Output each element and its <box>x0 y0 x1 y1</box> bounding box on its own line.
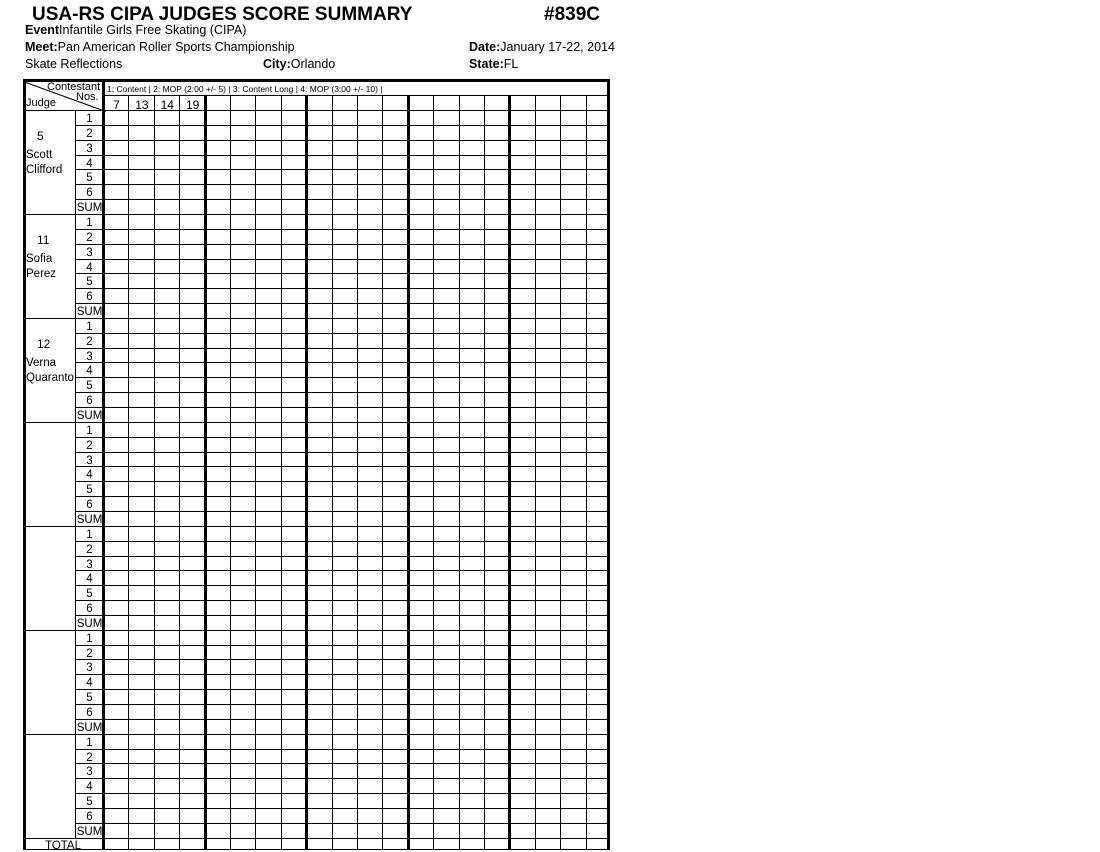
row-line <box>75 140 610 141</box>
column-line <box>154 95 155 850</box>
row-label-2: 2 <box>86 752 93 764</box>
row-line <box>75 719 610 720</box>
row-line <box>75 259 610 260</box>
club-name: Skate Reflections <box>25 57 123 71</box>
row-label-4: 4 <box>86 365 93 377</box>
score-grid <box>23 79 610 850</box>
column-line <box>357 95 358 850</box>
judge-first-name: Scott <box>26 149 53 161</box>
row-line <box>75 377 610 378</box>
row-line <box>75 333 610 334</box>
city-line <box>263 57 335 71</box>
row-label-1: 1 <box>86 529 93 541</box>
row-line <box>75 704 610 705</box>
column-line <box>179 95 180 850</box>
row-label-sum: SUM <box>76 306 103 318</box>
event-line <box>25 23 246 37</box>
row-label-2: 2 <box>86 232 93 244</box>
meet-label: Meet: <box>25 40 58 54</box>
row-label-6: 6 <box>86 291 93 303</box>
city-label: City: <box>263 57 291 71</box>
column-line <box>484 95 485 850</box>
table-border-top <box>23 79 610 82</box>
row-line <box>75 793 610 794</box>
column-line <box>586 95 587 850</box>
date-label: Date: <box>469 40 501 54</box>
judge-first-name: Sofia <box>26 253 53 265</box>
row-line <box>75 659 610 660</box>
row-line <box>75 674 610 675</box>
row-label-sum: SUM <box>76 410 103 422</box>
row-line <box>75 808 610 809</box>
row-line <box>75 229 610 230</box>
row-line <box>75 556 610 557</box>
corner-nos-label: Nos. <box>76 91 99 103</box>
meet-line <box>25 40 295 54</box>
row-label-4: 4 <box>86 262 93 274</box>
row-label-4: 4 <box>86 677 93 689</box>
row-label-5: 5 <box>86 692 93 704</box>
column-group-divider <box>305 95 308 850</box>
row-label-sum: SUM <box>76 618 103 630</box>
row-label-3: 3 <box>86 143 93 155</box>
row-label-3: 3 <box>86 455 93 467</box>
row-label-1: 1 <box>86 633 93 645</box>
column-line <box>230 95 231 850</box>
state-value: FL <box>503 57 519 71</box>
column-line <box>128 95 129 850</box>
row-label-4: 4 <box>86 573 93 585</box>
row-label-3: 3 <box>86 662 93 674</box>
row-line <box>75 184 610 185</box>
row-line <box>75 600 610 601</box>
column-line <box>332 95 333 850</box>
scoring-caption: 1: Content | 2: MOP (2:00 +/- 5) | 3: Content Long | 4: MOP (3:00 +/- 10) | <box>107 84 383 94</box>
row-label-6: 6 <box>86 707 93 719</box>
row-line <box>75 169 610 170</box>
event-label: Event <box>25 23 60 37</box>
row-line <box>75 155 610 156</box>
row-label-3: 3 <box>86 766 93 778</box>
judge-block-divider <box>23 526 610 527</box>
row-label-4: 4 <box>86 158 93 170</box>
row-label-2: 2 <box>86 128 93 140</box>
row-label-5: 5 <box>86 484 93 496</box>
row-line <box>75 273 610 274</box>
row-line <box>75 496 610 497</box>
row-label-3: 3 <box>86 559 93 571</box>
judge-first-name: Verna <box>26 357 57 369</box>
date-value: January 17-22, 2014 <box>500 40 615 54</box>
row-label-5: 5 <box>86 796 93 808</box>
column-group-divider <box>407 95 410 850</box>
judge-number: 12 <box>37 337 51 351</box>
row-label-6: 6 <box>86 499 93 511</box>
row-line <box>75 452 610 453</box>
row-line <box>75 778 610 779</box>
row-label-3: 3 <box>86 247 93 259</box>
state-line <box>469 57 518 71</box>
column-line <box>281 95 282 850</box>
contestant-number: 13 <box>135 98 149 112</box>
row-line <box>75 615 610 616</box>
row-label-1: 1 <box>86 217 93 229</box>
row-line <box>75 585 610 586</box>
row-label-2: 2 <box>86 440 93 452</box>
row-label-4: 4 <box>86 781 93 793</box>
corner-judge-label: Judge <box>26 97 56 109</box>
row-label-6: 6 <box>86 187 93 199</box>
contestant-number: 14 <box>160 98 174 112</box>
row-label-6: 6 <box>86 395 93 407</box>
row-line <box>75 437 610 438</box>
row-label-6: 6 <box>86 603 93 615</box>
row-label-5: 5 <box>86 380 93 392</box>
column-line <box>433 95 434 850</box>
row-line <box>75 392 610 393</box>
judge-block-divider <box>23 214 610 215</box>
judge-block-divider <box>23 422 610 423</box>
contestant-number: 19 <box>186 98 200 112</box>
column-line <box>535 95 536 850</box>
judge-last-name: Perez <box>26 268 57 280</box>
row-line <box>75 244 610 245</box>
column-line <box>382 95 383 850</box>
judge-number: 11 <box>37 233 50 247</box>
row-line <box>75 362 610 363</box>
judge-block-divider <box>23 838 610 839</box>
row-label-6: 6 <box>86 811 93 823</box>
judge-block-divider <box>23 318 610 319</box>
state-label: State: <box>469 57 504 71</box>
row-line <box>75 749 610 750</box>
row-line <box>75 348 610 349</box>
row-label-5: 5 <box>86 588 93 600</box>
date-line <box>469 40 615 54</box>
row-line <box>75 303 610 304</box>
judge-block-divider <box>23 734 610 735</box>
row-line <box>75 763 610 764</box>
row-line <box>75 645 610 646</box>
column-line <box>459 95 460 850</box>
row-label-sum: SUM <box>76 514 103 526</box>
contestant-number: 7 <box>113 98 120 112</box>
row-label-1: 1 <box>86 737 93 749</box>
row-label-1: 1 <box>86 425 93 437</box>
row-label-3: 3 <box>86 351 93 363</box>
row-label-1: 1 <box>86 113 93 125</box>
row-line <box>75 407 610 408</box>
column-group-divider <box>508 95 511 850</box>
row-line <box>75 689 610 690</box>
row-line <box>75 511 610 512</box>
judge-block-divider <box>23 630 610 631</box>
row-label-sum: SUM <box>76 202 103 214</box>
row-line <box>75 481 610 482</box>
row-label-2: 2 <box>86 544 93 556</box>
column-line <box>255 95 256 850</box>
judge-last-name: Quaranto <box>26 372 74 384</box>
column-line <box>560 95 561 850</box>
judge-last-name: Clifford <box>26 164 63 176</box>
row-line <box>75 541 610 542</box>
row-label-sum: SUM <box>76 722 103 734</box>
row-label-2: 2 <box>86 648 93 660</box>
row-label-4: 4 <box>86 469 93 481</box>
row-line <box>75 125 610 126</box>
meet-value: Pan American Roller Sports Championship <box>57 40 295 54</box>
form-number: #839C <box>544 4 600 25</box>
row-label-5: 5 <box>86 172 93 184</box>
row-label-1: 1 <box>86 321 93 333</box>
column-group-divider <box>204 95 207 850</box>
row-line <box>75 288 610 289</box>
row-line <box>75 466 610 467</box>
corner-contestant-label: Contestant <box>47 81 101 93</box>
judge-number: 5 <box>37 129 44 143</box>
event-value: Infantile Girls Free Skating (CIPA) <box>59 23 247 37</box>
row-label-sum: SUM <box>76 826 103 838</box>
row-line <box>75 823 610 824</box>
row-label-2: 2 <box>86 336 93 348</box>
total-label: TOTAL <box>45 840 81 852</box>
city-value: Orlando <box>290 57 336 71</box>
row-label-5: 5 <box>86 276 93 288</box>
row-line <box>75 199 610 200</box>
page-title: USA-RS CIPA JUDGES SCORE SUMMARY <box>32 4 413 25</box>
row-line <box>75 570 610 571</box>
